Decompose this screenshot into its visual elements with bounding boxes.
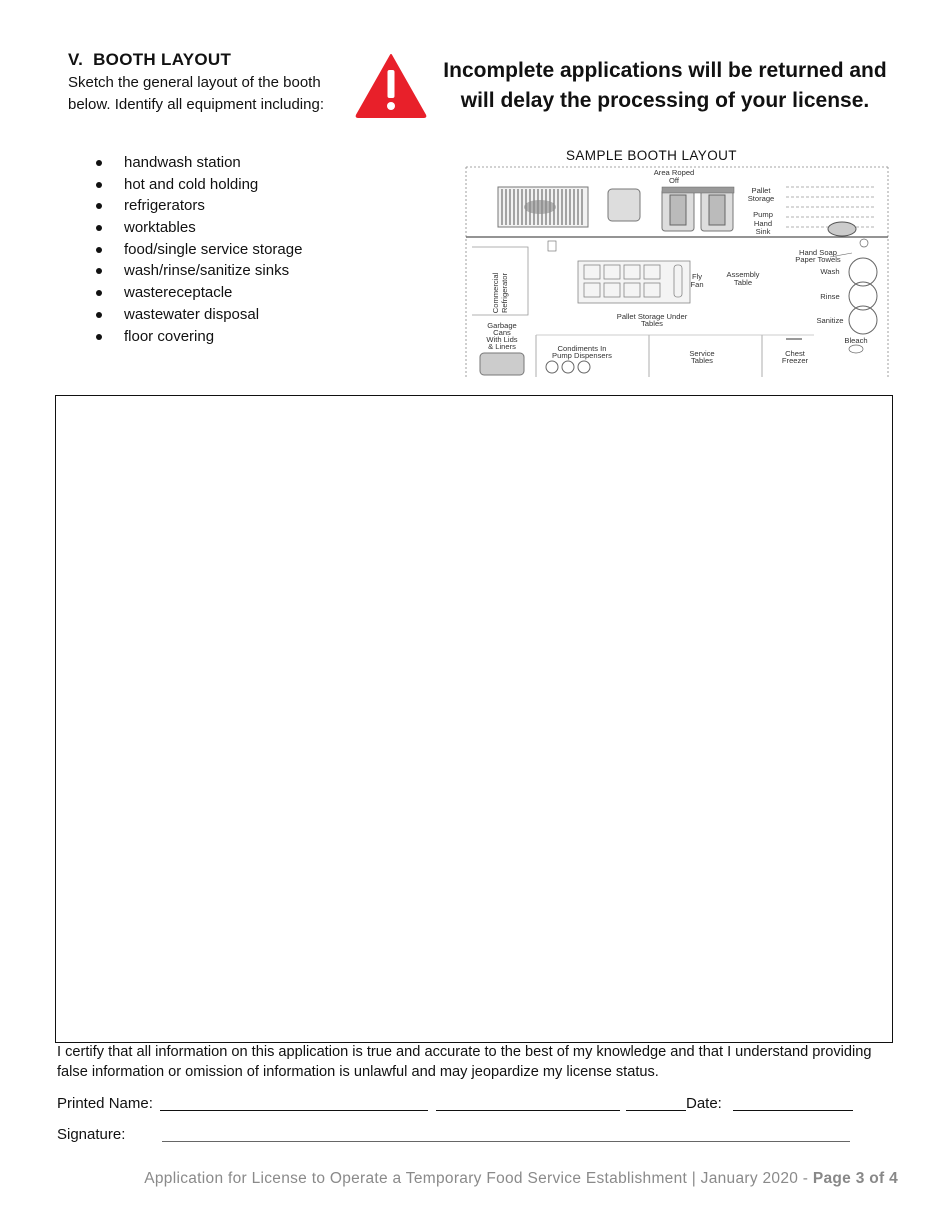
printed-name-field-3[interactable] [626, 1110, 686, 1111]
section-title: BOOTH LAYOUT [93, 50, 232, 69]
label-pallet-under-2: Tables [641, 319, 663, 328]
label-bleach: Bleach [844, 336, 868, 345]
label-area-roped-2: Off [669, 176, 679, 185]
equipment-checklist [96, 152, 302, 347]
section-number: V. [68, 50, 84, 69]
label-fly-fan: Fly [691, 272, 703, 281]
checklist-item: floor covering [96, 326, 302, 348]
checklist-item: food/single service storage [96, 239, 302, 261]
warning-line-2: will delay the processing of your license. [460, 89, 870, 112]
label-rinse: Rinse [820, 292, 840, 301]
warning-message [426, 56, 904, 116]
printed-name-field-2[interactable] [436, 1110, 620, 1111]
page-number: Page 3 of 4 [812, 1170, 898, 1187]
sketch-area[interactable] [55, 395, 893, 1043]
label-pallet-storage-2: Storage [747, 194, 775, 203]
section-intro: Sketch the general layout of the booth below. Identify all equipment including: [68, 74, 324, 113]
label-pallet-under: Pallet Storage Under [616, 312, 688, 321]
label-area-roped: Area Roped [653, 168, 695, 177]
label-service-2: Tables [691, 356, 713, 365]
label-condiments: Condiments In [557, 344, 607, 353]
label-freezer-2: Freezer [781, 356, 809, 365]
checklist-item: wastereceptacle [96, 282, 302, 304]
sample-booth-layout [464, 165, 890, 379]
label-hand-soap: Hand Soap [799, 248, 837, 257]
label-sanitize: Sanitize [816, 316, 844, 325]
certification-statement: I certify that all information on this application is true and accurate to the best of my knowledge and that I understand providing false information or omission of information is unlawful and may jeopardize my license status. [57, 1044, 872, 1080]
label-pump: Pump [753, 210, 773, 219]
label-assembly-2: Table [733, 278, 753, 287]
checklist-item: wastewater disposal [96, 304, 302, 326]
section-heading [68, 50, 231, 70]
date-label: Date: [686, 1095, 722, 1112]
signature-label: Signature: [57, 1126, 126, 1143]
label-service: Service [689, 349, 715, 358]
label-wash: Wash [820, 267, 840, 276]
label-paper-towels: Paper Towels [795, 255, 841, 264]
label-garbage: Garbage [487, 321, 517, 330]
label-condiments-2: Pump Dispensers [552, 351, 612, 360]
label-assembly: Assembly [726, 270, 760, 279]
printed-name-field[interactable] [160, 1110, 428, 1111]
checklist-item: refrigerators [96, 195, 302, 217]
checklist-item: hot and cold holding [96, 174, 302, 196]
date-field[interactable] [733, 1110, 853, 1111]
label-garbage-3: With Lids [486, 335, 518, 344]
label-garbage-2: Cans [493, 328, 511, 337]
checklist-item: worktables [96, 217, 302, 239]
warning-line-1: Incomplete applications will be returned and [443, 59, 887, 82]
printed-name-label: Printed Name: [57, 1095, 153, 1112]
label-pump-3: Sink [755, 227, 771, 236]
label-pump-2: Hand [753, 219, 773, 228]
page-footer [0, 1170, 950, 1188]
warning-icon [354, 52, 428, 118]
footer-text: Application for License to Operate a Temporary Food Service Establishment | January 2020 - [144, 1170, 813, 1187]
sample-layout-title: SAMPLE BOOTH LAYOUT [566, 148, 737, 163]
checklist-item: wash/rinse/sanitize sinks [96, 260, 302, 282]
checklist-item: handwash station [96, 152, 302, 174]
label-fridge: Commercial [491, 272, 500, 314]
label-freezer: Chest [785, 349, 805, 358]
grill-shape [498, 187, 588, 227]
signature-field[interactable] [162, 1141, 850, 1142]
label-garbage-4: & Liners [488, 342, 516, 351]
label-fridge-2: Refrigerator [500, 272, 509, 314]
label-fly-fan-2: Fan [690, 280, 704, 289]
label-pallet-storage: Pallet [751, 186, 771, 195]
